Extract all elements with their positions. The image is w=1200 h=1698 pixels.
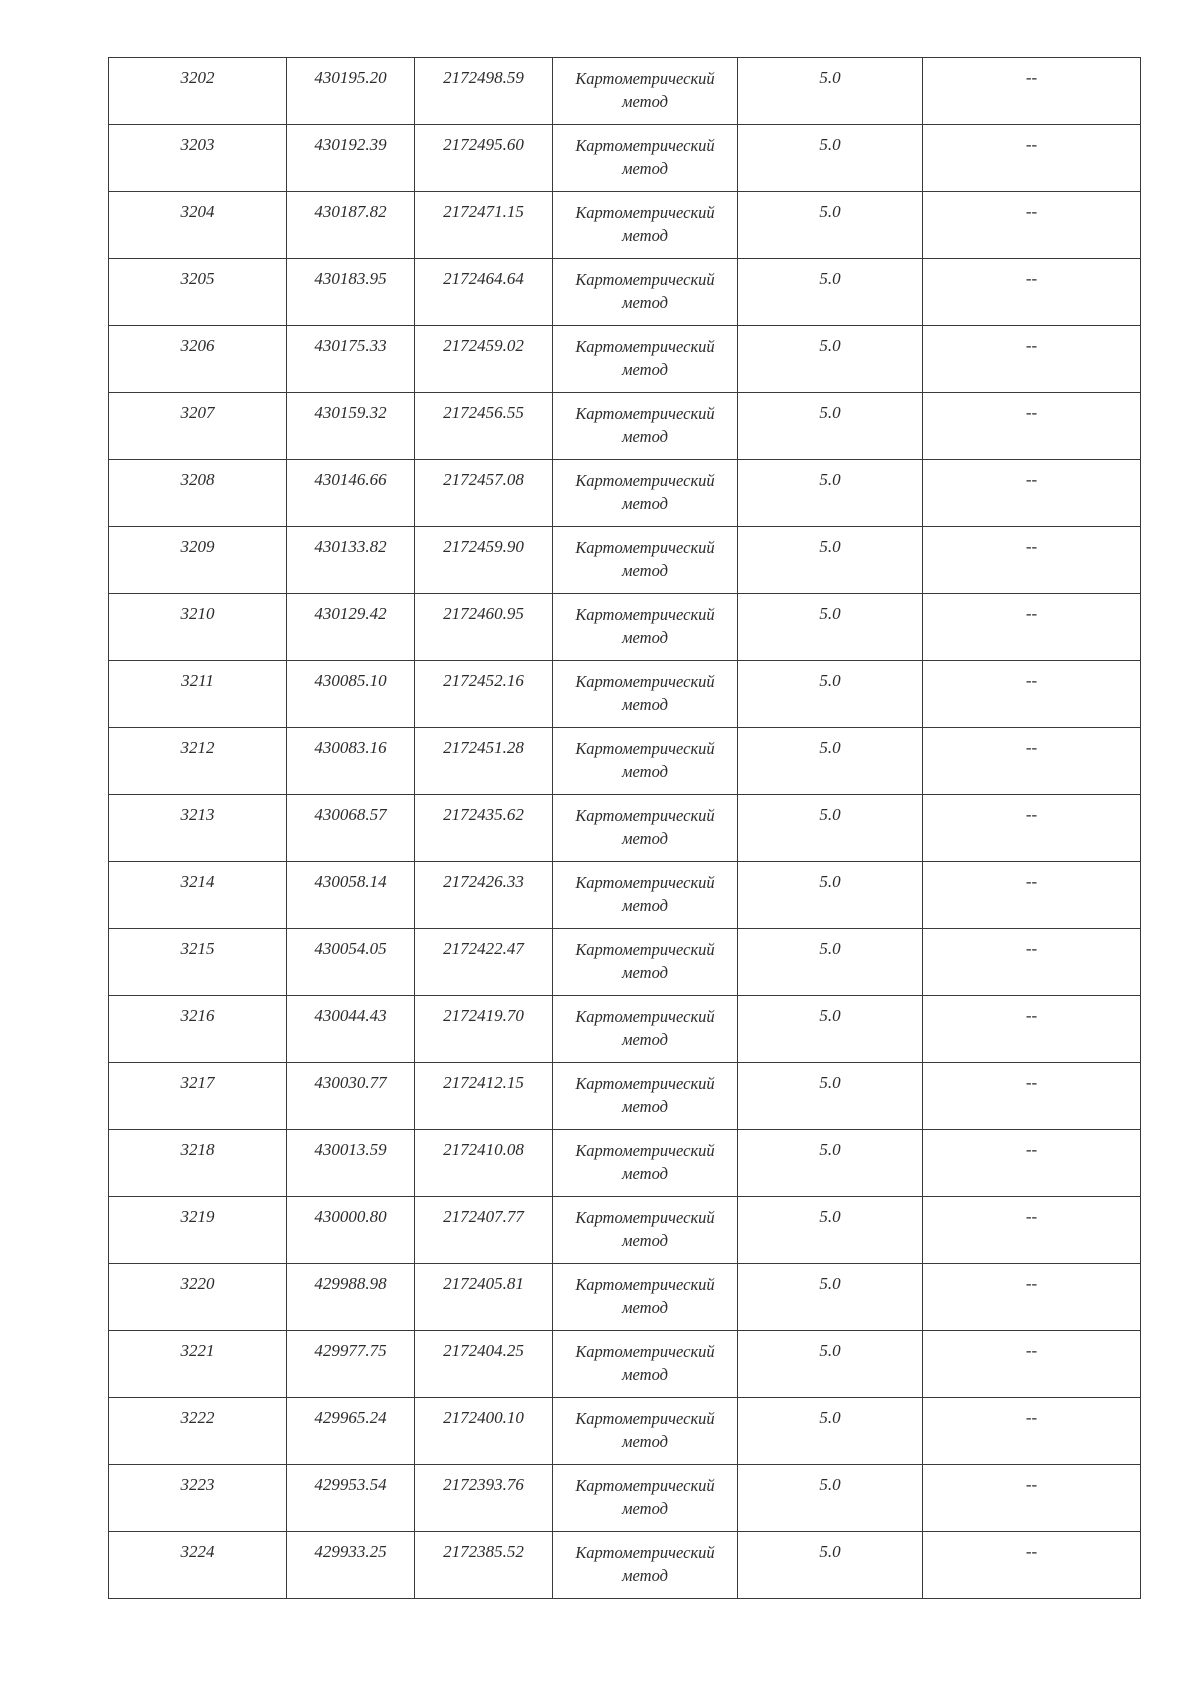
method-line-1: Картометрический (575, 1543, 715, 1562)
y-coordinate-cell: 2172452.16 (415, 661, 553, 728)
method-cell (553, 1264, 738, 1331)
table-row (109, 661, 1141, 728)
method-line-2: метод (622, 628, 668, 647)
y-coordinate-cell: 2172407.77 (415, 1197, 553, 1264)
method-line-2: метод (622, 159, 668, 178)
y-coordinate-cell: 2172456.55 (415, 393, 553, 460)
method-cell (553, 1398, 738, 1465)
point-number-cell: 3221 (109, 1331, 287, 1398)
y-coordinate-cell: 2172460.95 (415, 594, 553, 661)
y-coordinate-cell: 2172412.15 (415, 1063, 553, 1130)
method-line-1: Картометрический (575, 1275, 715, 1294)
y-coordinate-cell: 2172435.62 (415, 795, 553, 862)
method-cell (553, 326, 738, 393)
table-row (109, 1197, 1141, 1264)
accuracy-cell: 5.0 (738, 460, 923, 527)
description-cell: -- (923, 1532, 1141, 1599)
accuracy-cell: 5.0 (738, 661, 923, 728)
table-row (109, 1532, 1141, 1599)
point-number-cell: 3214 (109, 862, 287, 929)
point-number-cell: 3202 (109, 58, 287, 125)
x-coordinate-cell: 429933.25 (287, 1532, 415, 1599)
method-cell (553, 795, 738, 862)
accuracy-cell: 5.0 (738, 1532, 923, 1599)
point-number-cell: 3209 (109, 527, 287, 594)
point-number-cell: 3211 (109, 661, 287, 728)
y-coordinate-cell: 2172405.81 (415, 1264, 553, 1331)
method-line-2: метод (622, 1365, 668, 1384)
method-cell (553, 862, 738, 929)
x-coordinate-cell: 429953.54 (287, 1465, 415, 1532)
method-cell (553, 192, 738, 259)
table-row (109, 125, 1141, 192)
description-cell: -- (923, 1331, 1141, 1398)
accuracy-cell: 5.0 (738, 1465, 923, 1532)
x-coordinate-cell: 430085.10 (287, 661, 415, 728)
method-line-2: метод (622, 762, 668, 781)
description-cell: -- (923, 393, 1141, 460)
x-coordinate-cell: 429988.98 (287, 1264, 415, 1331)
table-row (109, 58, 1141, 125)
y-coordinate-cell: 2172400.10 (415, 1398, 553, 1465)
method-cell (553, 594, 738, 661)
y-coordinate-cell: 2172471.15 (415, 192, 553, 259)
y-coordinate-cell: 2172419.70 (415, 996, 553, 1063)
description-cell: -- (923, 326, 1141, 393)
description-cell: -- (923, 1465, 1141, 1532)
method-cell (553, 58, 738, 125)
point-number-cell: 3224 (109, 1532, 287, 1599)
method-line-2: метод (622, 1164, 668, 1183)
accuracy-cell: 5.0 (738, 1398, 923, 1465)
x-coordinate-cell: 430159.32 (287, 393, 415, 460)
description-cell: -- (923, 125, 1141, 192)
method-line-1: Картометрический (575, 1007, 715, 1026)
y-coordinate-cell: 2172451.28 (415, 728, 553, 795)
description-cell: -- (923, 527, 1141, 594)
x-coordinate-cell: 430195.20 (287, 58, 415, 125)
method-line-1: Картометрический (575, 672, 715, 691)
y-coordinate-cell: 2172393.76 (415, 1465, 553, 1532)
x-coordinate-cell: 430175.33 (287, 326, 415, 393)
description-cell: -- (923, 58, 1141, 125)
accuracy-cell: 5.0 (738, 594, 923, 661)
method-cell (553, 527, 738, 594)
table-row (109, 393, 1141, 460)
point-number-cell: 3216 (109, 996, 287, 1063)
description-cell: -- (923, 1063, 1141, 1130)
y-coordinate-cell: 2172426.33 (415, 862, 553, 929)
method-line-1: Картометрический (575, 1141, 715, 1160)
x-coordinate-cell: 430058.14 (287, 862, 415, 929)
y-coordinate-cell: 2172498.59 (415, 58, 553, 125)
accuracy-cell: 5.0 (738, 125, 923, 192)
accuracy-cell: 5.0 (738, 1197, 923, 1264)
y-coordinate-cell: 2172459.02 (415, 326, 553, 393)
x-coordinate-cell: 430030.77 (287, 1063, 415, 1130)
x-coordinate-cell: 430183.95 (287, 259, 415, 326)
method-line-1: Картометрический (575, 1342, 715, 1361)
description-cell: -- (923, 594, 1141, 661)
table-row (109, 795, 1141, 862)
description-cell: -- (923, 1130, 1141, 1197)
point-number-cell: 3212 (109, 728, 287, 795)
method-line-1: Картометрический (575, 270, 715, 289)
x-coordinate-cell: 430044.43 (287, 996, 415, 1063)
description-cell: -- (923, 460, 1141, 527)
y-coordinate-cell: 2172464.64 (415, 259, 553, 326)
point-number-cell: 3215 (109, 929, 287, 996)
accuracy-cell: 5.0 (738, 326, 923, 393)
method-line-2: метод (622, 92, 668, 111)
method-line-2: метод (622, 896, 668, 915)
x-coordinate-cell: 430133.82 (287, 527, 415, 594)
x-coordinate-cell: 429977.75 (287, 1331, 415, 1398)
point-number-cell: 3213 (109, 795, 287, 862)
table-row (109, 996, 1141, 1063)
method-line-1: Картометрический (575, 69, 715, 88)
method-line-2: метод (622, 1499, 668, 1518)
description-cell: -- (923, 1197, 1141, 1264)
method-cell (553, 393, 738, 460)
method-line-1: Картометрический (575, 1409, 715, 1428)
y-coordinate-cell: 2172385.52 (415, 1532, 553, 1599)
method-cell (553, 1197, 738, 1264)
table-row (109, 728, 1141, 795)
y-coordinate-cell: 2172457.08 (415, 460, 553, 527)
accuracy-cell: 5.0 (738, 996, 923, 1063)
point-number-cell: 3222 (109, 1398, 287, 1465)
method-line-1: Картометрический (575, 940, 715, 959)
description-cell: -- (923, 1398, 1141, 1465)
method-line-2: метод (622, 561, 668, 580)
method-line-2: метод (622, 963, 668, 982)
point-number-cell: 3210 (109, 594, 287, 661)
x-coordinate-cell: 430054.05 (287, 929, 415, 996)
description-cell: -- (923, 661, 1141, 728)
accuracy-cell: 5.0 (738, 929, 923, 996)
method-line-1: Картометрический (575, 538, 715, 557)
method-cell (553, 1063, 738, 1130)
method-cell (553, 259, 738, 326)
x-coordinate-cell: 430068.57 (287, 795, 415, 862)
accuracy-cell: 5.0 (738, 58, 923, 125)
point-number-cell: 3218 (109, 1130, 287, 1197)
x-coordinate-cell: 429965.24 (287, 1398, 415, 1465)
accuracy-cell: 5.0 (738, 862, 923, 929)
method-line-1: Картометрический (575, 605, 715, 624)
method-line-2: метод (622, 1566, 668, 1585)
table-row (109, 1264, 1141, 1331)
method-line-2: метод (622, 1298, 668, 1317)
method-line-2: метод (622, 1432, 668, 1451)
table-row (109, 460, 1141, 527)
method-line-2: метод (622, 829, 668, 848)
method-cell (553, 125, 738, 192)
method-line-1: Картометрический (575, 404, 715, 423)
description-cell: -- (923, 259, 1141, 326)
method-line-2: метод (622, 226, 668, 245)
method-line-1: Картометрический (575, 471, 715, 490)
accuracy-cell: 5.0 (738, 192, 923, 259)
x-coordinate-cell: 430000.80 (287, 1197, 415, 1264)
description-cell: -- (923, 728, 1141, 795)
accuracy-cell: 5.0 (738, 1130, 923, 1197)
accuracy-cell: 5.0 (738, 795, 923, 862)
method-cell (553, 1465, 738, 1532)
accuracy-cell: 5.0 (738, 728, 923, 795)
method-line-1: Картометрический (575, 337, 715, 356)
method-line-2: метод (622, 1097, 668, 1116)
point-number-cell: 3217 (109, 1063, 287, 1130)
y-coordinate-cell: 2172422.47 (415, 929, 553, 996)
table-row (109, 326, 1141, 393)
method-line-2: метод (622, 1030, 668, 1049)
method-line-2: метод (622, 1231, 668, 1250)
x-coordinate-cell: 430187.82 (287, 192, 415, 259)
method-line-1: Картометрический (575, 1208, 715, 1227)
accuracy-cell: 5.0 (738, 259, 923, 326)
method-line-1: Картометрический (575, 739, 715, 758)
method-line-1: Картометрический (575, 806, 715, 825)
x-coordinate-cell: 430129.42 (287, 594, 415, 661)
accuracy-cell: 5.0 (738, 1063, 923, 1130)
accuracy-cell: 5.0 (738, 1264, 923, 1331)
method-cell (553, 929, 738, 996)
description-cell: -- (923, 929, 1141, 996)
method-line-1: Картометрический (575, 1476, 715, 1495)
description-cell: -- (923, 795, 1141, 862)
y-coordinate-cell: 2172495.60 (415, 125, 553, 192)
method-line-2: метод (622, 695, 668, 714)
method-cell (553, 1130, 738, 1197)
table-row (109, 192, 1141, 259)
table-row (109, 527, 1141, 594)
method-cell (553, 1331, 738, 1398)
y-coordinate-cell: 2172404.25 (415, 1331, 553, 1398)
method-line-1: Картометрический (575, 873, 715, 892)
method-line-1: Картометрический (575, 203, 715, 222)
accuracy-cell: 5.0 (738, 393, 923, 460)
table-row (109, 929, 1141, 996)
point-number-cell: 3223 (109, 1465, 287, 1532)
x-coordinate-cell: 430013.59 (287, 1130, 415, 1197)
method-line-2: метод (622, 293, 668, 312)
method-cell (553, 661, 738, 728)
description-cell: -- (923, 996, 1141, 1063)
description-cell: -- (923, 192, 1141, 259)
table-row (109, 1130, 1141, 1197)
table-row (109, 1465, 1141, 1532)
point-number-cell: 3205 (109, 259, 287, 326)
description-cell: -- (923, 862, 1141, 929)
table-row (109, 594, 1141, 661)
table-row (109, 1063, 1141, 1130)
point-number-cell: 3219 (109, 1197, 287, 1264)
method-cell (553, 460, 738, 527)
accuracy-cell: 5.0 (738, 1331, 923, 1398)
table-body (109, 58, 1141, 1599)
point-number-cell: 3207 (109, 393, 287, 460)
coordinates-table (108, 57, 1141, 1599)
x-coordinate-cell: 430192.39 (287, 125, 415, 192)
point-number-cell: 3206 (109, 326, 287, 393)
method-cell (553, 728, 738, 795)
table-row (109, 1398, 1141, 1465)
x-coordinate-cell: 430146.66 (287, 460, 415, 527)
table-row (109, 259, 1141, 326)
point-number-cell: 3208 (109, 460, 287, 527)
method-line-1: Картометрический (575, 136, 715, 155)
point-number-cell: 3203 (109, 125, 287, 192)
y-coordinate-cell: 2172459.90 (415, 527, 553, 594)
point-number-cell: 3204 (109, 192, 287, 259)
accuracy-cell: 5.0 (738, 527, 923, 594)
method-cell (553, 1532, 738, 1599)
x-coordinate-cell: 430083.16 (287, 728, 415, 795)
method-line-1: Картометрический (575, 1074, 715, 1093)
table-row (109, 862, 1141, 929)
point-number-cell: 3220 (109, 1264, 287, 1331)
table-row (109, 1331, 1141, 1398)
method-line-2: метод (622, 494, 668, 513)
y-coordinate-cell: 2172410.08 (415, 1130, 553, 1197)
method-line-2: метод (622, 360, 668, 379)
description-cell: -- (923, 1264, 1141, 1331)
method-line-2: метод (622, 427, 668, 446)
method-cell (553, 996, 738, 1063)
